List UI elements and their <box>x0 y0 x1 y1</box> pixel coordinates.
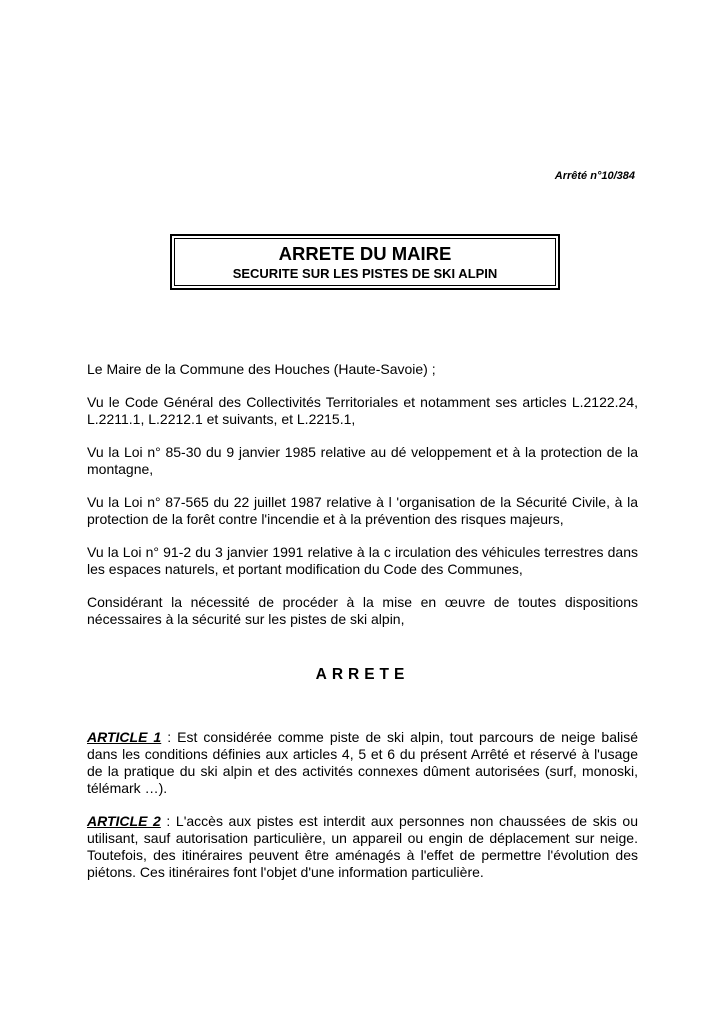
decree-reference: Arrêté n°10/384 <box>554 170 635 182</box>
article-label: ARTICLE 2 <box>87 813 161 829</box>
article-label: ARTICLE 1 <box>87 729 162 745</box>
document-body <box>87 361 638 897</box>
article-paragraph <box>87 813 638 881</box>
title-inner-frame <box>174 238 556 286</box>
article-text: : Est considérée comme piste de ski alpin, tout parcours de neige balisé dans les conditions définies aux articles 4, 5 et 6 du présent Arrêté et réservé à l'usage de la pratique du ski alpin et des activités connexes dûment autorisées (surf, monoski, télémark …). <box>87 729 638 796</box>
title-box <box>170 234 560 290</box>
preamble-paragraph: Vu la Loi n° 85-30 du 9 janvier 1985 relative au dé veloppement et à la protection de la montagne, <box>87 444 638 477</box>
preamble-paragraph: Considérant la nécessité de procéder à la mise en œuvre de toutes dispositions nécessaires à la sécurité sur les pistes de ski alpin, <box>87 594 638 627</box>
document-title: ARRETE DU MAIRE <box>278 243 452 264</box>
article-text: : L'accès aux pistes est interdit aux personnes non chaussées de skis ou utilisant, sauf autorisation particulière, un appareil ou engin de déplacement sur neige. Toutefois, des itinéraires peuvent être aménagés à l'effet de permettre l'évolution des piétons. Ces itinéraires font l'objet d'une information particulière. <box>87 813 638 880</box>
decision-heading: ARRETE <box>315 666 410 683</box>
preamble-paragraph: Vu le Code Général des Collectivités Territoriales et notamment ses articles L.2122.24, L.2211.1, L.2212.1 et suivants, et L.2215.1, <box>87 394 638 427</box>
document-subtitle: SECURITE SUR LES PISTES DE SKI ALPIN <box>232 266 498 281</box>
preamble-paragraph: Vu la Loi n° 87-565 du 22 juillet 1987 relative à l 'organisation de la Sécurité Civile, à la protection de la forêt contre l'incendie et à la prévention des risques majeurs, <box>87 494 638 527</box>
preamble-paragraph: Le Maire de la Commune des Houches (Haute-Savoie) ; <box>87 361 436 377</box>
article-paragraph <box>87 729 638 797</box>
preamble-paragraph: Vu la Loi n° 91-2 du 3 janvier 1991 relative à la c irculation des véhicules terrestres dans les espaces naturels, et portant modification du Code des Communes, <box>87 544 638 577</box>
